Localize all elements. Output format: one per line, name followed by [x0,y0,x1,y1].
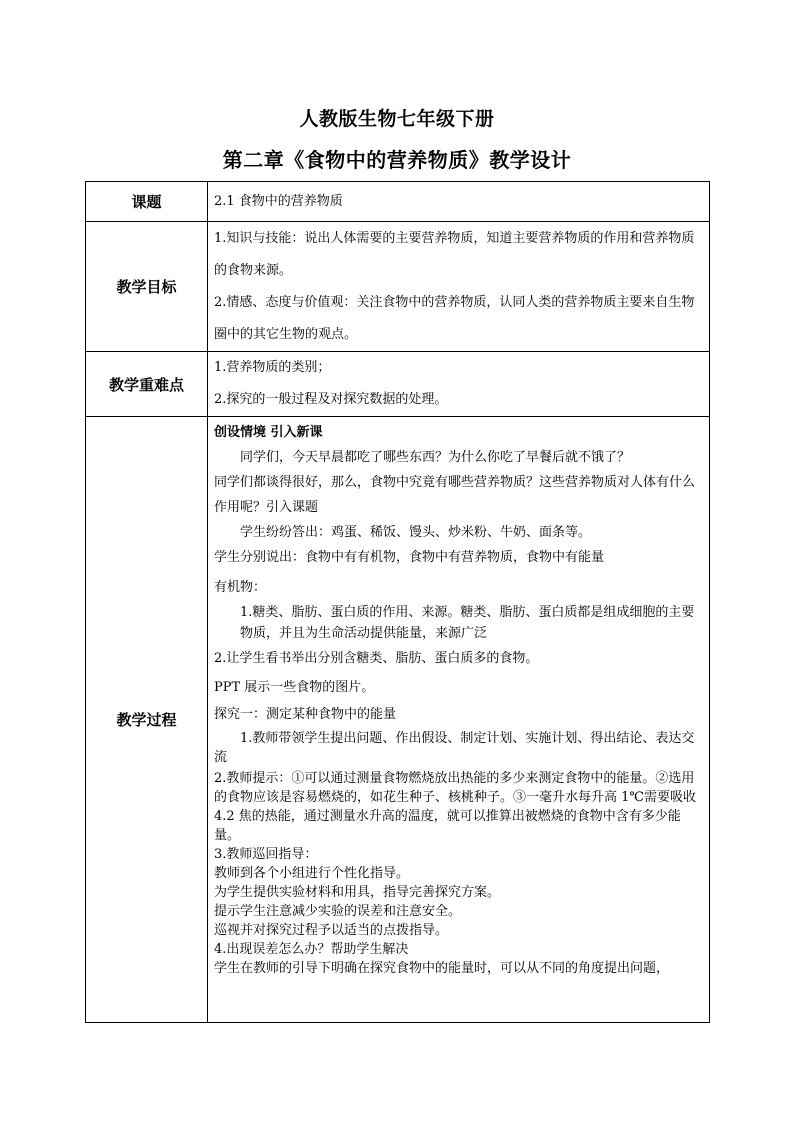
row-topic [86,182,710,222]
process-line: 有机物： [214,580,267,595]
row-goals [86,222,710,352]
keypoints-cell [208,352,710,417]
process-line: 3.教师巡回指导： [214,847,318,862]
process-line: 为学生提供实验材料和用具，指导完善探究方案。 [214,885,501,900]
goals-cell [208,222,710,352]
process-line: 2.让学生看书举出分别含糖类、脂肪、蛋白质多的食物。 [214,651,539,666]
process-line: 同学们，今天早晨都吃了哪些东西？为什么你吃了早餐后就不饿了？ [240,450,631,465]
process-cell [208,417,710,1023]
process-line: 教师到各个小组进行个性化指导。 [214,866,410,881]
document-subtitle: 第二章《食物中的营养物质》教学设计 [222,148,572,172]
process-line: 提示学生注意减少实验的误差和注意安全。 [214,904,462,919]
process-line: 学生在教师的引导下明确在探究食物中的能量时，可以从不同的角度提出问题， [214,961,670,976]
goal-item: 2.情感、态度与价值观：关注食物中的营养物质，认同人类的营养物质主要来自生物圈中的其它生物的观点。 [214,295,695,342]
process-line: PPT 展示一些食物的图片。 [214,680,375,695]
topic-value: 2.1 食物中的营养物质 [214,193,343,209]
process-line: 4.出现误差怎么办？帮助学生解决 [214,942,409,957]
topic-label: 课题 [86,182,208,222]
keypoints-label: 教学重难点 [86,352,208,417]
process-line: 2.教师提示：①可以通过测量食物燃烧放出热能的多少来测定食物中的能量。②选用的食物应该是容易燃烧的，如花生种子、核桃种子。③一毫升水每升高 1℃需要吸收 4.2 焦的热能，通过测量水升高的温度，就可以推算出被燃烧的食物中含有多少能量。 [214,771,696,843]
process-line: 1.教师带领学生提出问题、作出假设、制定计划、实施计划、得出结论、表达交流 [214,731,695,765]
topic-cell [208,182,710,222]
process-line: 学生分别说出：食物中有有机物，食物中有营养物质，食物中有能量 [214,550,605,565]
keypoint-item: 2.探究的一般过程及对探究数据的处理。 [214,392,448,407]
process-line: 1.糖类、脂肪、蛋白质的作用、来源。糖类、脂肪、蛋白质都是组成细胞的主要物质，并且为生命活动提供能量，来源广泛 [240,605,695,641]
process-line: 同学们都谈得很好，那么，食物中究竟有哪些营养物质？这些营养物质对人体有什么作用呢？引入课题 [214,475,696,515]
process-line: 探究一：测定某种食物中的能量 [214,707,397,722]
process-label: 教学过程 [86,417,208,1023]
keypoint-item: 1.营养物质的类别； [214,360,331,375]
process-line: 学生纷纷答出：鸡蛋、稀饭、馒头、炒米粉、牛奶、面条等。 [240,525,592,540]
document-title: 人教版生物七年级下册 [299,108,495,130]
process-line: 巡视并对探究过程予以适当的点拨指导。 [214,923,449,938]
row-keypoints [86,352,710,417]
goals-label: 教学目标 [86,222,208,352]
goal-item: 1.知识与技能：说出人体需要的主要营养物质，知道主要营养物质的作用和营养物质的食物来源。 [214,231,695,278]
process-line: 创设情境 引入新课 [214,425,323,440]
lesson-plan-table [85,181,710,1023]
row-process [86,417,710,1023]
